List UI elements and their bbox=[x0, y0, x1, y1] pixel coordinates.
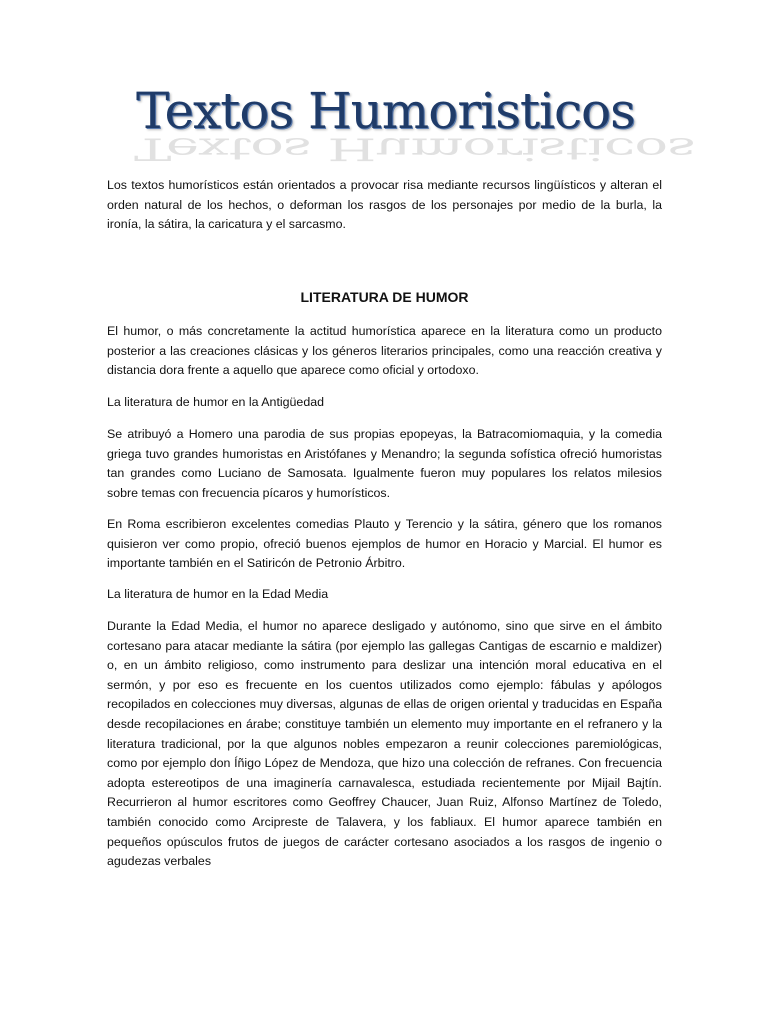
intro-paragraph: Los textos humorísticos están orientados a provocar risa mediante recursos lingüísticos y alteran el orden natural de los hechos, o deforman los rasgos de los personajes por medio de la burla, la ironía, la sátira, la caricatura y el sarcasmo. bbox=[107, 178, 662, 232]
paragraph-antiguedad-grecia: Se atribuyó a Homero una parodia de sus propias epopeyas, la Batracomiomaquia, y la comedia griega tuvo grandes humoristas en Aristófanes y Menandro; la segunda sofística ofreció humoristas tan grandes como Luciano de Samosata. Igualmente fueron muy populares los relatos milesios sobre temas con frecuencia pícaros y humorísticos. bbox=[107, 427, 662, 500]
page-title: Textos Humoristicos bbox=[136, 82, 635, 140]
subheading-antiguedad: La literatura de humor en la Antigüedad bbox=[107, 395, 324, 409]
subheading-edad-media: La literatura de humor en la Edad Media bbox=[107, 587, 329, 601]
paragraph-antiguedad-roma: En Roma escribieron excelentes comedias Plauto y Terencio y la sátira, género que los romanos quisieron ver como propio, ofreció buenos ejemplos de humor en Horacio y Marcial. El humor es importante también en el Satiricón de Petronio Árbitro. bbox=[107, 517, 662, 571]
section-heading: LITERATURA DE HUMOR bbox=[300, 289, 469, 305]
paragraph-edad-media: Durante la Edad Media, el humor no aparece desligado y autónomo, sino que sirve en el ámbito cortesano para atacar mediante la sátira (por ejemplo las gallegas Cantigas de escarnio e maldizer) o, en un ámbito religioso, como instrumento para deslizar una intención moral educativa en el sermón, y por eso es frecuente en los cuentos utilizados como ejemplo: fábulas y apólogos recopilados en colecciones muy diversas, algunas de ellas de origen oriental y traducidas en España desde recopilaciones en árabe; constituye también un elemento muy importante en el refranero y la literatura tradicional, por la que algunos nobles empezaron a reunir colecciones paremiológicas, como por ejemplo don Íñigo López de Mendoza, que hizo una colección de refranes. Con frecuencia adopta estereotipos de una imaginería carnavalesca, estudiada recientemente por Mijail Bajtín. Recurrieron al humor escritores como Geoffrey Chaucer, Juan Ruiz, Alfonso Martínez de Toledo, también conocido como Arcipreste de Talavera, y los fabliaux. El humor aparece también en pequeños opúsculos frutos de juegos de carácter cortesano asociados a los rasgos de ingenio o agudezas verbales bbox=[107, 619, 662, 869]
title-reflection: Textos Humoristicos bbox=[134, 130, 695, 167]
paragraph-humor: El humor, o más concretamente la actitud humorística aparece en la literatura como un producto posterior a las creaciones clásicas y los géneros literarios principales, como una reacción creativa y distancia dora frente a aquello que aparece como oficial y ortodoxo. bbox=[107, 324, 662, 378]
title-wordart bbox=[128, 78, 695, 167]
